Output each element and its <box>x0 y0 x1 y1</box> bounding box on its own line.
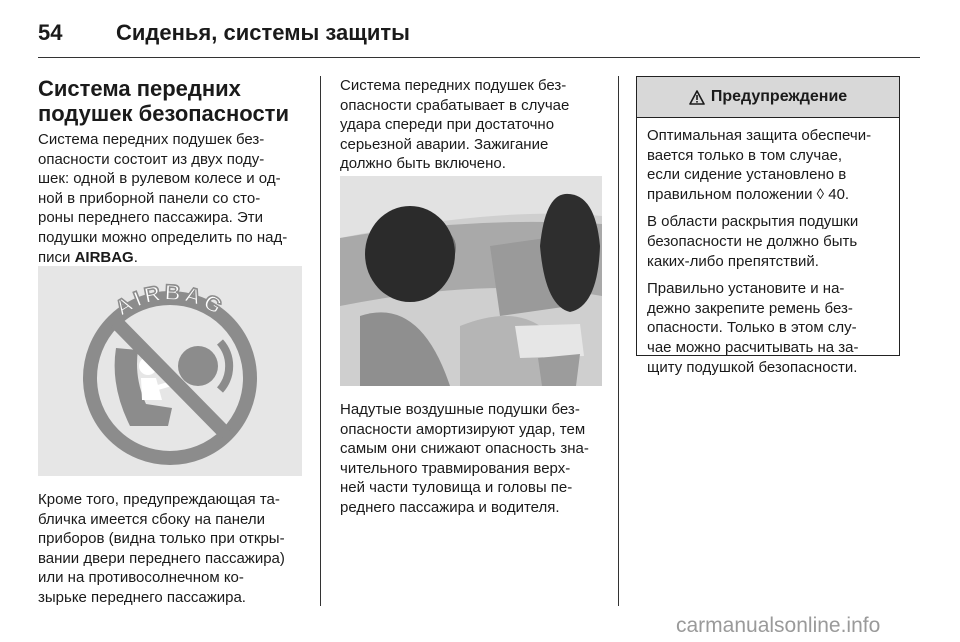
warning-paragraph-2: В области раскрытия подушки безопасности не должно быть каких-либо препятствий. <box>647 213 859 270</box>
page-reference-icon: ◊ <box>816 185 825 203</box>
warning-paragraph-1: Оптимальная защита обеспечи- вается только в том случае, если сидение установлено в правильном положении ◊ 40. <box>647 127 872 203</box>
warning-box <box>636 76 900 376</box>
deployed-airbags-photo <box>340 176 602 386</box>
watermark: carmanualsonline.info <box>676 614 881 637</box>
page-reference-link[interactable]: 40. <box>824 185 850 203</box>
svg-text:AIRBAG <box>111 280 230 321</box>
sticker-location-paragraph: Кроме того, предупреждающая та- бличка имеется сбоку на панели приборов (видна только при откры- вании двери переднего пассажира) или на противосолнечном ко- зырьке переднего пассажира. <box>38 491 285 606</box>
column-divider-1 <box>320 76 321 606</box>
heading-line-1: Система передних <box>38 76 241 101</box>
left-column-bottom <box>38 490 306 608</box>
protection-paragraph: Надутые воздушные подушки без- опасности амортизируют удар, тем самым они снижают опасность зна- чительного травмирования верх- ней части туловища и головы пе- реднего пассажира и водителя. <box>340 401 589 516</box>
section-heading <box>38 76 306 126</box>
no-child-seat-airbag-icon <box>38 266 302 476</box>
airbag-label: AIRBAG <box>74 248 134 266</box>
header-rule <box>38 57 920 58</box>
warning-paragraph-3: Правильно установите и на- дежно закрепите ремень без- опасности. Только в этом слу- чае можно расчитывать на за- щиту подушкой безопасности. <box>647 280 859 376</box>
page-header <box>38 20 922 60</box>
section-title: Сиденья, системы защиты <box>116 20 410 45</box>
warning-header <box>637 77 899 118</box>
page-number: 54 <box>38 20 63 45</box>
heading-line-2: подушек безопасности <box>38 101 289 126</box>
warning-triangle-icon <box>689 90 705 105</box>
airbag-warning-sticker-image <box>38 266 302 476</box>
warning-title: Предупреждение <box>710 88 848 105</box>
intro-paragraph: Система передних подушек без- опасности состоит из двух поду- шек: одной в рулевом колесе и од- ной в приборной панели со сто- роны переднего пассажира. Эти подушки можно определить по над- писи AIRBAG. <box>38 131 288 266</box>
warning-body <box>637 118 899 377</box>
activation-paragraph: Система передних подушек без- опасности срабатывает в случае удара спереди при достаточно серьезной аварии. Зажигание должно быть включено. <box>340 77 570 173</box>
column-divider-2 <box>618 76 619 606</box>
left-column-top <box>38 76 306 267</box>
deployed-airbags-illustration <box>340 176 602 386</box>
middle-column-top <box>340 76 602 174</box>
middle-column-bottom <box>340 400 605 518</box>
sticker-airbag-text: AIRBAG <box>110 279 230 321</box>
